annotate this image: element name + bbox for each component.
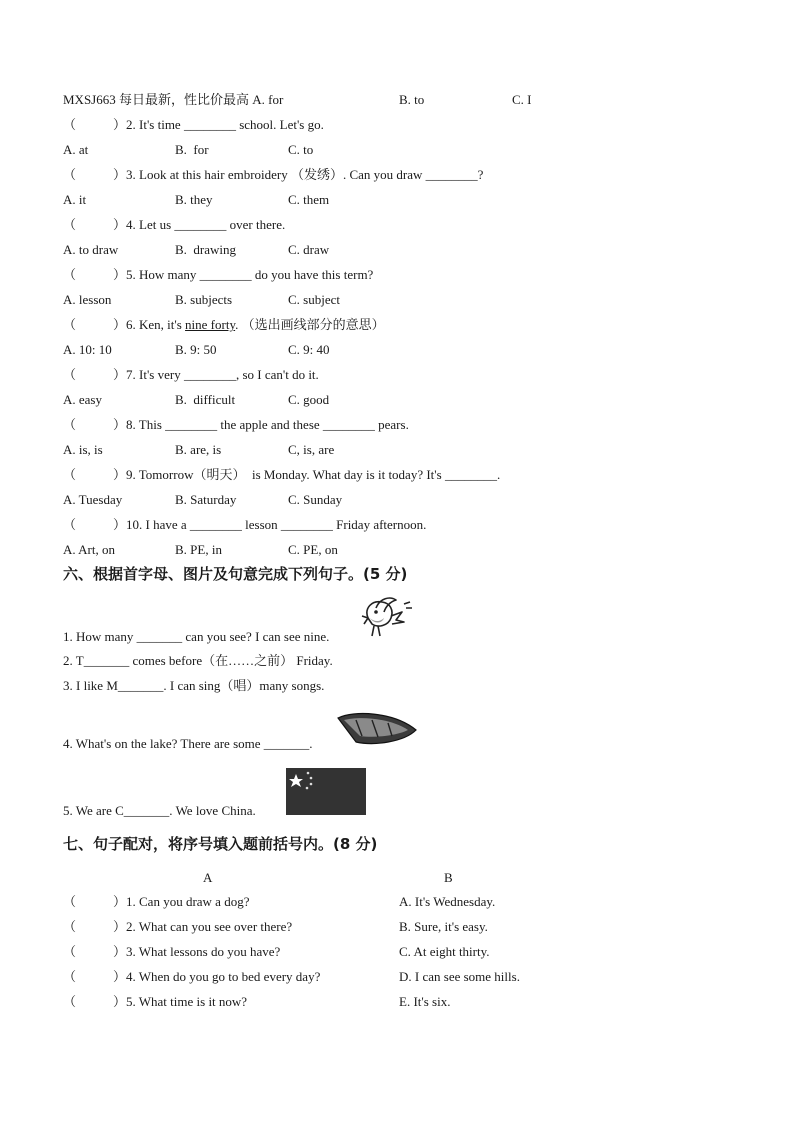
q8-option-c: C, is, are [288,442,335,457]
answer-paren: （ [63,994,77,1009]
top-line-prefix: MXSJ663 每日最新，性比价最高 A. for [63,92,284,107]
q7-option-a: A. easy [63,392,102,407]
answer-paren: （ [63,117,77,132]
q4-option-a: A. to draw [63,242,119,257]
china-flag-picture [286,768,366,815]
fill-item-4: 4. What's on the lake? There are some _______. [63,736,313,751]
answer-paren: （ [63,317,77,332]
match-right-d: D. I can see some hills. [399,969,520,984]
q10-option-b: B. PE, in [175,542,222,557]
question-6: （ ）6. Ken, it's nine forty. （选出画线部分的意思） [63,317,385,332]
q9-option-a: A. Tuesday [63,492,123,507]
q4-option-b: B. drawing [175,242,237,257]
fill-item-3: 3. I like M_______. I can sing（唱）many songs. [63,678,325,693]
column-b-header: B [444,870,453,885]
q5-option-b: B. subjects [175,292,233,307]
match-right-a: A. It's Wednesday. [399,894,496,909]
fill-item-2: 2. T_______ comes before（在……之前） Friday. [63,653,333,668]
match-right-c: C. At eight thirty. [399,944,490,959]
q9-option-b: B. Saturday [175,492,237,507]
match-left-1: （ ）1. Can you draw a dog? [63,894,250,909]
q5-option-c: C. subject [288,292,340,307]
answer-paren: （ [63,367,77,382]
answer-paren: （ [63,919,77,934]
question-9: （ ）9. Tomorrow（明天） is Monday. What day is it today? It's ________. [63,467,501,482]
fill-item-1: 1. How many _______ can you see? I can see nine. [63,629,330,644]
underlined-phrase: nine forty [185,317,236,332]
question-8: （ ）8. This ________ the apple and these ________ pears. [63,417,409,432]
q6-option-a: A. 10: 10 [63,342,112,357]
q7-option-b: B. difficult [175,392,236,407]
answer-paren: （ [63,217,77,232]
top-line-option-b: B. to [399,92,425,107]
answer-paren: （ [63,894,77,909]
answer-paren: （ [63,467,77,482]
section-7-title: 七、句子配对，将序号填入题前括号内。(8 分) [63,835,378,853]
q10-option-a: A. Art, on [63,542,115,557]
question-10: （ ）10. I have a ________ lesson ________ Friday afternoon. [63,517,427,532]
answer-paren: （ [63,167,77,182]
boat-picture [334,706,420,748]
question-2: （ ）2. It's time ________ school. Let's go. [63,117,324,132]
q3-option-b: B. they [175,192,213,207]
q9-option-c: C. Sunday [288,492,343,507]
q2-option-b: B. for [175,142,209,157]
question-3: （ ）3. Look at this hair embroidery （发绣）. Can you draw ________? [63,167,484,182]
column-a-header: A [203,870,213,885]
match-left-2: （ ）2. What can you see over there? [63,919,293,934]
match-right-b: B. Sure, it's easy. [399,919,488,934]
answer-paren: （ [63,969,77,984]
q3-option-a: A. it [63,192,87,207]
q2-option-a: A. at [63,142,89,157]
question-5: （ ）5. How many ________ do you have this term? [63,267,374,282]
section-6-title: 六、根据首字母、图片及句意完成下列句子。(5 分) [63,565,408,583]
q7-option-c: C. good [288,392,330,407]
q3-option-c: C. them [288,192,330,207]
answer-paren: （ [63,417,77,432]
q6-option-b: B. 9: 50 [175,342,217,357]
question-4: （ ）4. Let us ________ over there. [63,217,286,232]
question-7: （ ）7. It's very ________, so I can't do it. [63,367,319,382]
top-line-option-c: C. I [512,92,532,107]
fill-item-5: 5. We are C_______. We love China. [63,803,256,818]
q4-option-c: C. draw [288,242,330,257]
q10-option-c: C. PE, on [288,542,338,557]
match-right-e: E. It's six. [399,994,451,1009]
answer-paren: （ [63,944,77,959]
q8-option-b: B. are, is [175,442,222,457]
match-left-3: （ ）3. What lessons do you have? [63,944,281,959]
q8-option-a: A. is, is [63,442,103,457]
q2-option-c: C. to [288,142,314,157]
match-left-5: （ ）5. What time is it now? [63,994,248,1009]
answer-paren: （ [63,267,77,282]
q5-option-a: A. lesson [63,292,112,307]
q6-option-c: C. 9: 40 [288,342,330,357]
bird-picture [356,594,414,640]
answer-paren: （ [63,517,77,532]
match-left-4: （ ）4. When do you go to bed every day? [63,969,321,984]
